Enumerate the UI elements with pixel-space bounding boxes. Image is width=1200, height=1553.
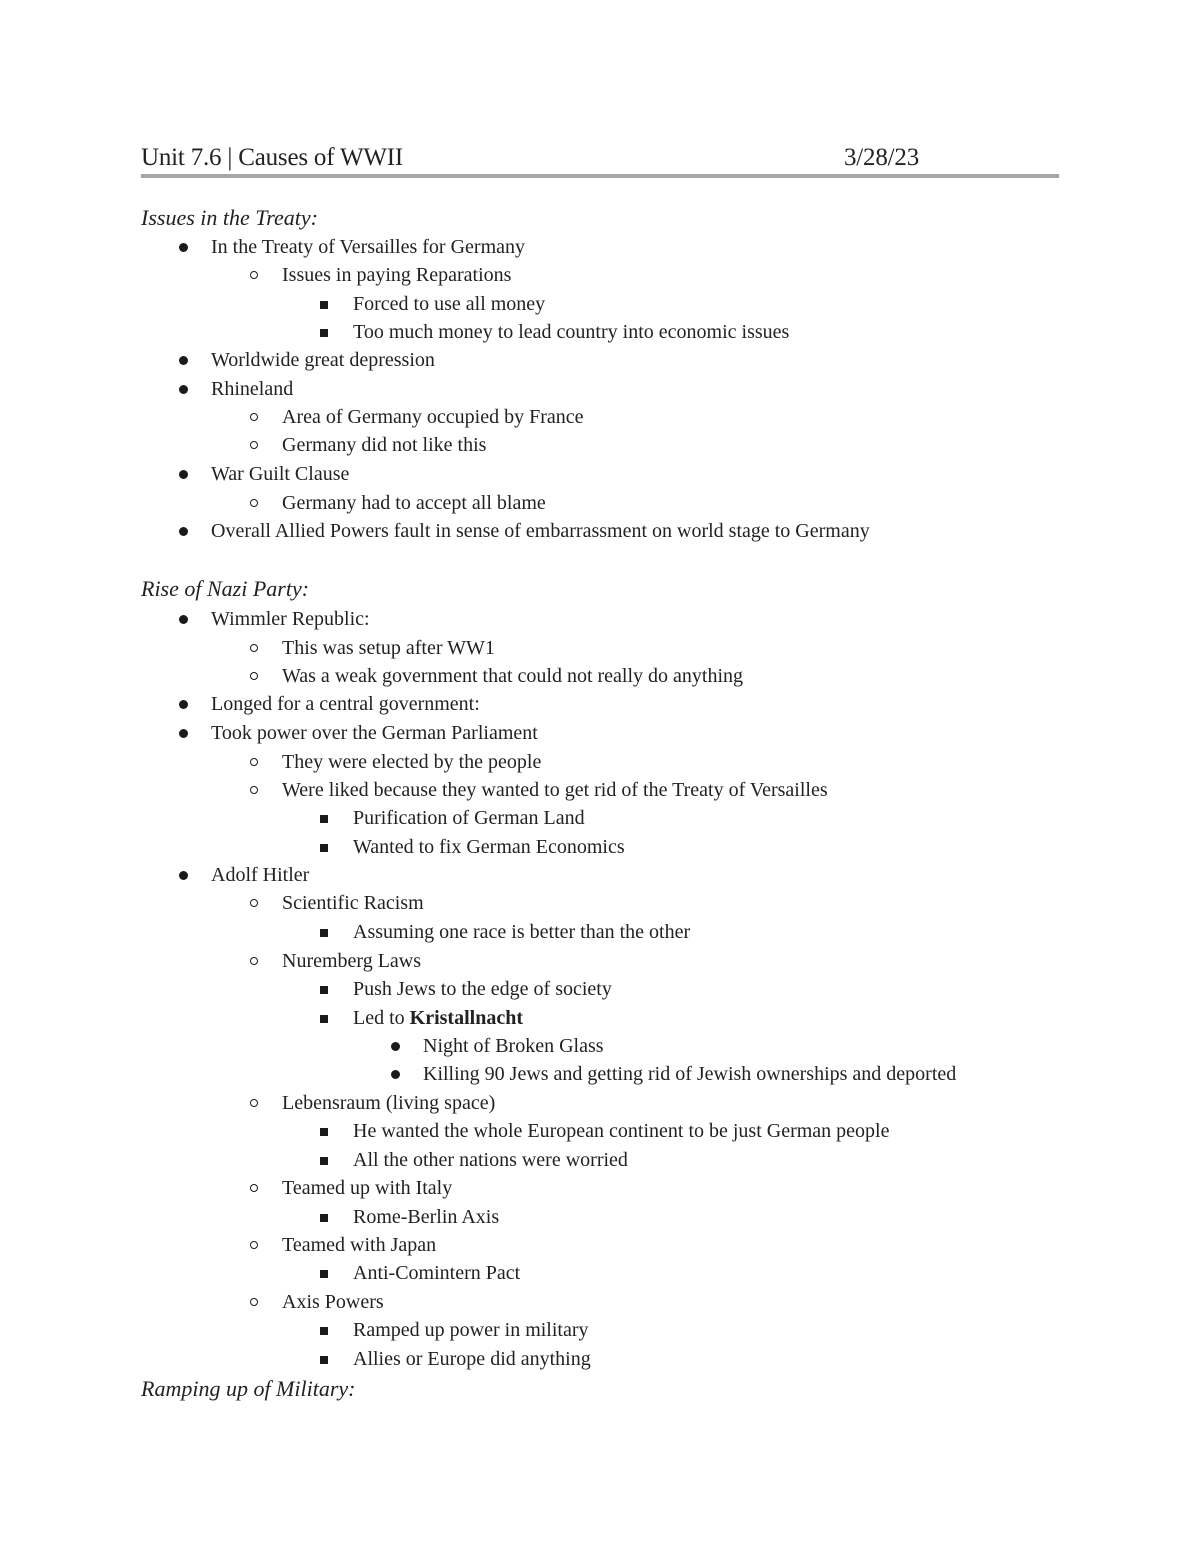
section-heading-treaty: Issues in the Treaty: (141, 205, 318, 230)
square-bullet-icon (317, 291, 331, 317)
list-item-text: All the other nations were worried (353, 1149, 628, 1171)
square-bullet-icon (317, 1317, 331, 1343)
circle-bullet-icon (247, 890, 261, 916)
list-item-text: Longed for a central government: (211, 693, 480, 715)
disc-bullet-icon (176, 720, 190, 746)
disc-bullet-icon (176, 606, 190, 632)
circle-bullet-icon (247, 1090, 261, 1116)
list-item-text: Killing 90 Jews and getting rid of Jewish ownerships and deported (423, 1063, 957, 1085)
list-item-text: In the Treaty of Versailles for Germany (211, 236, 526, 258)
circle-bullet-icon (247, 404, 261, 430)
circle-bullet-icon (247, 1175, 261, 1201)
list-item-text: Too much money to lead country into economic issues (353, 321, 790, 343)
square-bullet-icon (317, 319, 331, 345)
disc-bullet-icon (388, 1061, 402, 1087)
square-bullet-icon (317, 1260, 331, 1286)
list-item-text: Germany had to accept all blame (282, 492, 546, 514)
list-item-text: Were liked because they wanted to get rid of the Treaty of Versailles (282, 779, 828, 801)
circle-bullet-icon (247, 1289, 261, 1315)
square-bullet-icon (317, 1204, 331, 1230)
disc-bullet-icon (176, 461, 190, 487)
circle-bullet-icon (247, 635, 261, 661)
list-item-text: Assuming one race is better than the other (353, 921, 691, 943)
list-item-text (353, 1005, 523, 1031)
disc-bullet-icon (176, 234, 190, 260)
document-date: 3/28/23 (844, 144, 919, 171)
square-bullet-icon (317, 1147, 331, 1173)
list-item-text: They were elected by the people (282, 751, 542, 773)
circle-bullet-icon (247, 749, 261, 775)
square-bullet-icon (317, 805, 331, 831)
list-item-text: Area of Germany occupied by France (282, 406, 584, 428)
kristallnacht-term: Kristallnacht (409, 1007, 523, 1029)
list-item-text: Push Jews to the edge of society (353, 978, 612, 1000)
circle-bullet-icon (247, 262, 261, 288)
section-heading-nazi: Rise of Nazi Party: (141, 576, 310, 601)
disc-bullet-icon (388, 1033, 402, 1059)
list-item-text: War Guilt Clause (211, 463, 350, 485)
disc-bullet-icon (176, 347, 190, 373)
square-bullet-icon (317, 1005, 331, 1031)
square-bullet-icon (317, 1118, 331, 1144)
list-item-text: Worldwide great depression (211, 349, 435, 371)
square-bullet-icon (317, 1346, 331, 1372)
list-item-text: Allies or Europe did anything (353, 1348, 591, 1370)
list-item-text: Anti-Comintern Pact (353, 1262, 521, 1284)
disc-bullet-icon (176, 691, 190, 717)
list-item-text: Teamed up with Italy (282, 1177, 453, 1199)
list-item-text: He wanted the whole European continent to be just German people (353, 1120, 890, 1142)
circle-bullet-icon (247, 432, 261, 458)
list-item-text: Wimmler Republic: (211, 608, 370, 630)
square-bullet-icon (317, 919, 331, 945)
disc-bullet-icon (176, 862, 190, 888)
list-item-text: Scientific Racism (282, 892, 424, 914)
list-item-text: Adolf Hitler (211, 864, 310, 886)
list-item-text: Took power over the German Parliament (211, 722, 538, 744)
list-item-text: This was setup after WW1 (282, 637, 495, 659)
list-item-text: Teamed with Japan (282, 1234, 437, 1256)
disc-bullet-icon (176, 518, 190, 544)
list-item-text: Lebensraum (living space) (282, 1092, 496, 1114)
list-item-text: Axis Powers (282, 1291, 384, 1313)
circle-bullet-icon (247, 490, 261, 516)
list-item-text: Issues in paying Reparations (282, 264, 512, 286)
circle-bullet-icon (247, 663, 261, 689)
circle-bullet-icon (247, 777, 261, 803)
list-item-text: Was a weak government that could not really do anything (282, 665, 744, 687)
list-item-prefix: Led to (353, 1007, 410, 1029)
list-item-text: Purification of German Land (353, 807, 585, 829)
list-item-text: Germany did not like this (282, 434, 487, 456)
list-item-text: Wanted to fix German Economics (353, 836, 625, 858)
document-title: Unit 7.6 | Causes of WWII (141, 144, 403, 171)
list-item-text: Overall Allied Powers fault in sense of embarrassment on world stage to Germany (211, 520, 870, 542)
list-item-text: Forced to use all money (353, 293, 546, 315)
square-bullet-icon (317, 834, 331, 860)
list-item-text: Rhineland (211, 378, 294, 400)
list-item-text: Ramped up power in military (353, 1319, 589, 1341)
list-item-text: Rome-Berlin Axis (353, 1206, 500, 1228)
section-heading-military: Ramping up of Military: (141, 1376, 356, 1401)
list-item-text: Nuremberg Laws (282, 950, 422, 972)
circle-bullet-icon (247, 1232, 261, 1258)
square-bullet-icon (317, 976, 331, 1002)
circle-bullet-icon (247, 948, 261, 974)
disc-bullet-icon (176, 376, 190, 402)
list-item-text: Night of Broken Glass (423, 1035, 604, 1057)
